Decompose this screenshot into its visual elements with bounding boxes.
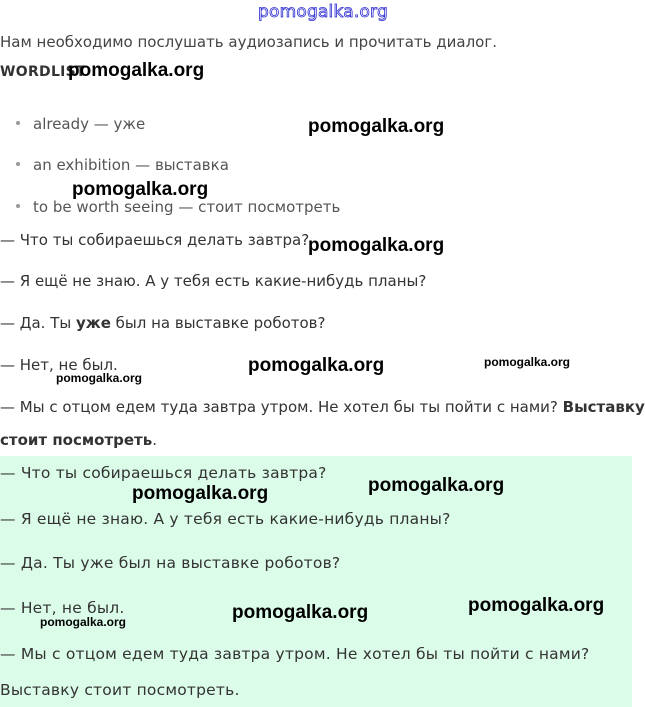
answer-line: — Я ещё не знаю. А у тебя есть какие-нибудь планы?	[0, 510, 451, 528]
answer-block	[0, 456, 632, 707]
watermark: pomogalka.org	[308, 116, 445, 137]
watermark: pomogalka.org	[232, 602, 369, 623]
dialog-line: — Я ещё не знаю. А у тебя есть какие-нибудь планы?	[0, 272, 427, 290]
answer-line: Выставку стоит посмотреть.	[0, 681, 240, 699]
dialog-line: — Да. Ты уже был на выставке роботов?	[0, 314, 326, 332]
dialog-line: — Что ты собираешься делать завтра?	[0, 231, 310, 249]
watermark: pomogalka.org	[468, 595, 605, 616]
bullet-icon	[16, 204, 20, 208]
dialog-line: — Мы с отцом едем туда завтра утром. Не хотел бы ты пойти с нами? Выставку	[0, 398, 645, 416]
top-watermark: pomogalka.org	[258, 2, 388, 22]
wordlist-item: an exhibition — выставка	[16, 156, 229, 174]
watermark: pomogalka.org	[68, 60, 205, 81]
watermark: pomogalka.org	[484, 355, 571, 369]
watermark: pomogalka.org	[40, 615, 127, 629]
answer-line: — Что ты собираешься делать завтра?	[0, 464, 327, 482]
wordlist-item: already — уже	[16, 115, 145, 133]
watermark: pomogalka.org	[132, 483, 269, 504]
answer-line: — Нет, не был.	[0, 599, 125, 617]
intro-text: Нам необходимо послушать аудиозапись и прочитать диалог.	[0, 33, 497, 51]
watermark: pomogalka.org	[368, 475, 505, 496]
watermark: pomogalka.org	[248, 355, 385, 376]
dialog-line: — Нет, не был.	[0, 356, 118, 374]
wordlist-item: to be worth seeing — стоит посмотреть	[16, 198, 340, 216]
dialog-line: стоит посмотреть.	[0, 431, 158, 449]
watermark: pomogalka.org	[308, 235, 445, 256]
bullet-icon	[16, 162, 20, 166]
answer-line: — Мы с отцом едем туда завтра утром. Не хотел бы ты пойти с нами?	[0, 645, 590, 663]
watermark: pomogalka.org	[72, 179, 209, 200]
wordlist-title: WORDLIST	[0, 64, 86, 80]
answer-line: — Да. Ты уже был на выставке роботов?	[0, 554, 341, 572]
bullet-icon	[16, 121, 20, 125]
watermark: pomogalka.org	[56, 371, 143, 385]
